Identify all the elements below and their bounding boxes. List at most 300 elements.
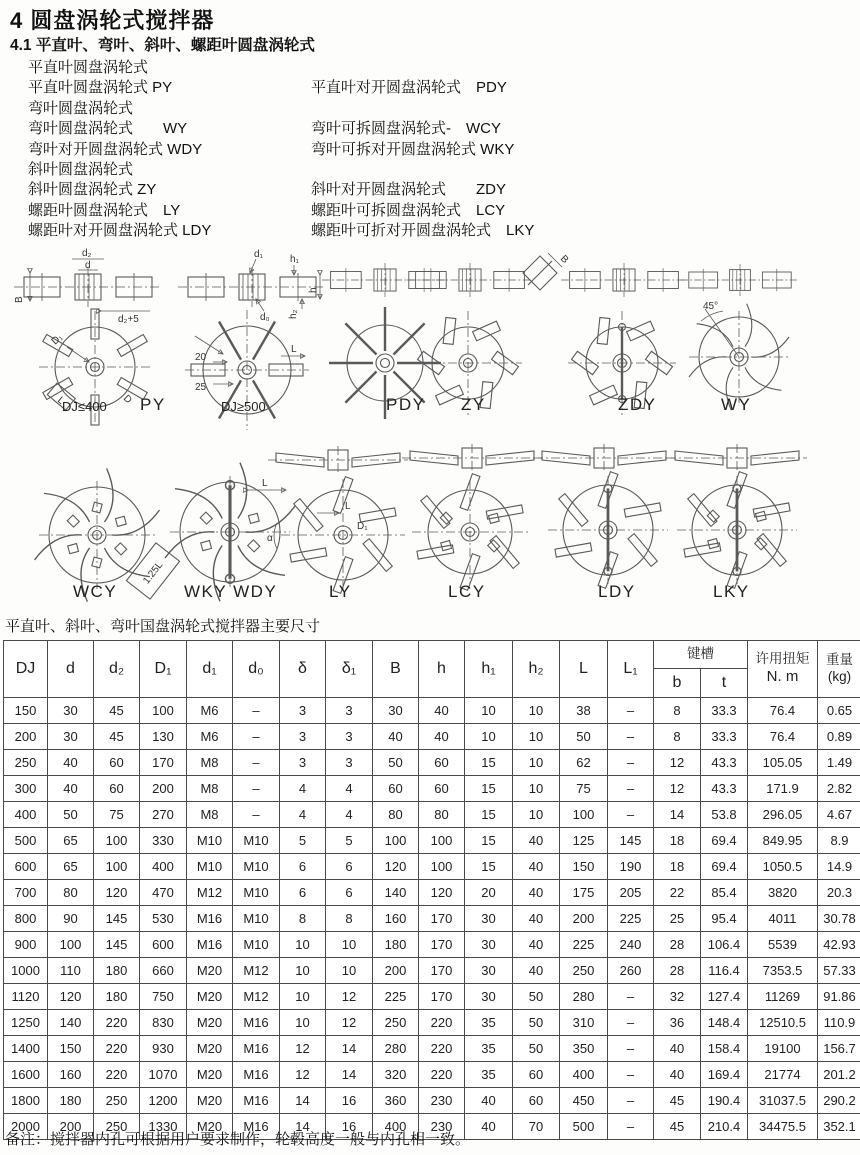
- table-cell: 116.4: [701, 958, 748, 984]
- ldy-side-view-diagram: [534, 444, 674, 472]
- table-cell: 60: [94, 750, 140, 776]
- table-cell: 150: [4, 698, 48, 724]
- lcy-top-view-diagram: [412, 474, 528, 591]
- table-cell: 15: [465, 750, 513, 776]
- table-cell: 330: [140, 828, 187, 854]
- table-cell: 100: [419, 828, 465, 854]
- svg-text:h₂: h₂: [288, 309, 299, 319]
- type-name-right: [311, 56, 648, 76]
- table-cell: 280: [560, 984, 608, 1010]
- table-cell: 50: [513, 1010, 560, 1036]
- col-header-keyway-b: b: [654, 669, 701, 698]
- table-row: [4, 1036, 860, 1062]
- svg-text:h: h: [308, 287, 319, 293]
- table-cell: M16: [233, 1114, 280, 1140]
- table-cell: 6: [326, 854, 373, 880]
- table-cell: 1600: [4, 1062, 48, 1088]
- table-cell: 10: [326, 932, 373, 958]
- svg-text:d₂: d₂: [82, 248, 92, 259]
- col-header: δ₁: [326, 641, 373, 698]
- py-side-view-diagram: [14, 248, 162, 325]
- table-cell: 320: [373, 1062, 419, 1088]
- type-name-left: 螺距叶圆盘涡轮式 LY: [28, 201, 181, 219]
- table-cell: 400: [4, 802, 48, 828]
- table-cell: 240: [608, 932, 654, 958]
- table-cell: 120: [48, 984, 94, 1010]
- table-cell: 6: [326, 880, 373, 906]
- table-cell: 30: [465, 958, 513, 984]
- svg-text:h₁: h₁: [290, 254, 299, 265]
- table-row: [4, 880, 860, 906]
- table-cell: 10: [280, 1010, 326, 1036]
- table-cell: –: [608, 1062, 654, 1088]
- table-cell: 220: [419, 1062, 465, 1088]
- weight-unit: (kg): [827, 669, 852, 684]
- table-cell: 30: [465, 984, 513, 1010]
- diagram-label-wky-wdy: WKY WDY: [184, 582, 278, 601]
- table-cell: 35: [465, 1010, 513, 1036]
- table-cell: 50: [513, 1036, 560, 1062]
- table-cell: –: [608, 1036, 654, 1062]
- table-cell: M16: [233, 1010, 280, 1036]
- table-cell: 14.9: [818, 854, 860, 880]
- table-cell: 500: [4, 828, 48, 854]
- wy-side-view-diagram: [681, 264, 799, 296]
- table-cell: 8: [280, 906, 326, 932]
- diagram-label-ly: LY: [329, 582, 352, 601]
- table-cell: 352.1: [818, 1114, 860, 1140]
- table-cell: 12: [326, 984, 373, 1010]
- table-cell: 160: [48, 1062, 94, 1088]
- table-cell: 40: [513, 906, 560, 932]
- table-cell: 69.4: [701, 828, 748, 854]
- table-cell: 25: [654, 906, 701, 932]
- table-cell: 40: [465, 1114, 513, 1140]
- table-cell: 15: [465, 776, 513, 802]
- table-cell: 15: [465, 802, 513, 828]
- table-cell: 5: [326, 828, 373, 854]
- col-header: d: [48, 641, 94, 698]
- table-cell: 270: [140, 802, 187, 828]
- table-cell: –: [608, 802, 654, 828]
- diagram-label-pdy: PDY: [386, 395, 426, 414]
- table-cell: 8: [326, 906, 373, 932]
- wy-top-view-diagram: [689, 301, 789, 410]
- table-cell: 11269: [748, 984, 818, 1010]
- table-cell: 76.4: [748, 698, 818, 724]
- diagram-label-lky: LKY: [713, 582, 750, 601]
- table-cell: 145: [608, 828, 654, 854]
- table-cell: 53.8: [701, 802, 748, 828]
- table-cell: 45: [654, 1088, 701, 1114]
- wky-wdy-top-view-diagram: [165, 463, 295, 602]
- svg-text:20: 20: [195, 352, 207, 363]
- table-cell: 225: [608, 906, 654, 932]
- page-title: 4 圆盘涡轮式搅拌器: [10, 8, 215, 33]
- table-cell: 10: [280, 984, 326, 1010]
- table-cell: 91.86: [818, 984, 860, 1010]
- table-cell: M20: [187, 984, 233, 1010]
- table-cell: –: [233, 750, 280, 776]
- table-cell: –: [608, 1114, 654, 1140]
- svg-text:L: L: [55, 394, 67, 407]
- table-cell: 0.65: [818, 698, 860, 724]
- table-cell: 300: [4, 776, 48, 802]
- table-cell: 12510.5: [748, 1010, 818, 1036]
- table-cell: 30: [48, 724, 94, 750]
- table-cell: M20: [187, 958, 233, 984]
- table-cell: 22: [654, 880, 701, 906]
- ldy-top-view-diagram: [548, 472, 668, 589]
- table-cell: 1400: [4, 1036, 48, 1062]
- table-cell: 150: [48, 1036, 94, 1062]
- table-cell: 18: [654, 854, 701, 880]
- table-cell: 140: [373, 880, 419, 906]
- table-cell: 296.05: [748, 802, 818, 828]
- table-cell: 100: [94, 854, 140, 880]
- table-cell: 100: [419, 854, 465, 880]
- table-cell: –: [233, 776, 280, 802]
- table-cell: 930: [140, 1036, 187, 1062]
- table-cell: 4011: [748, 906, 818, 932]
- table-cell: M20: [187, 1088, 233, 1114]
- table-cell: 100: [94, 828, 140, 854]
- table-cell: M20: [187, 1010, 233, 1036]
- col-header: DJ: [4, 641, 48, 698]
- table-cell: 60: [419, 776, 465, 802]
- col-header-weight: [818, 641, 860, 698]
- table-cell: 170: [419, 932, 465, 958]
- table-cell: 30: [48, 698, 94, 724]
- table-cell: 40: [654, 1036, 701, 1062]
- table-cell: 76.4: [748, 724, 818, 750]
- diagram-label-lcy: LCY: [448, 582, 486, 601]
- svg-text:B: B: [557, 253, 571, 266]
- type-name-right: [311, 158, 648, 178]
- table-cell: M20: [187, 1036, 233, 1062]
- col-header: L: [560, 641, 608, 698]
- table-cell: 3820: [748, 880, 818, 906]
- table-cell: 50: [513, 984, 560, 1010]
- table-cell: 1800: [4, 1088, 48, 1114]
- table-cell: 450: [560, 1088, 608, 1114]
- table-cell: 75: [560, 776, 608, 802]
- table-cell: 75: [94, 802, 140, 828]
- table-cell: 40: [465, 1088, 513, 1114]
- table-cell: 30: [465, 906, 513, 932]
- section-subtitle: 4.1 平直叶、弯叶、斜叶、螺距叶圆盘涡轮式: [10, 37, 315, 54]
- table-cell: 12: [280, 1062, 326, 1088]
- table-cell: 900: [4, 932, 48, 958]
- table-cell: M10: [233, 828, 280, 854]
- table-cell: 180: [94, 984, 140, 1010]
- table-cell: M16: [187, 906, 233, 932]
- table-cell: 4: [326, 776, 373, 802]
- table-cell: 3: [326, 750, 373, 776]
- diagram-label-dj-ge-500: DJ≥500: [221, 399, 266, 414]
- torque-unit: N. m: [766, 668, 799, 686]
- table-cell: 12: [326, 1010, 373, 1036]
- table-cell: 10: [513, 802, 560, 828]
- table-cell: M16: [233, 1062, 280, 1088]
- zy-blade-detail-diagram: [519, 252, 570, 293]
- table-row: [4, 802, 860, 828]
- table-cell: M10: [187, 854, 233, 880]
- table-cell: 60: [94, 776, 140, 802]
- table-cell: M8: [187, 802, 233, 828]
- table-cell: 120: [94, 880, 140, 906]
- diagram-label-wy: WY: [721, 395, 752, 414]
- table-header: [4, 641, 860, 698]
- table-cell: 127.4: [701, 984, 748, 1010]
- table-cell: –: [233, 802, 280, 828]
- table-cell: 400: [560, 1062, 608, 1088]
- table-cell: 156.7: [818, 1036, 860, 1062]
- table-cell: 35: [465, 1062, 513, 1088]
- table-cell: 69.4: [701, 854, 748, 880]
- table-cell: 220: [94, 1062, 140, 1088]
- type-list-row: [28, 158, 648, 178]
- table-cell: 40: [48, 776, 94, 802]
- table-cell: 700: [4, 880, 48, 906]
- table-cell: 14: [326, 1036, 373, 1062]
- table-cell: 4.67: [818, 802, 860, 828]
- type-name-right: 弯叶可拆圆盘涡轮式- WCY: [311, 120, 501, 138]
- table-cell: 1120: [4, 984, 48, 1010]
- table-cell: 171.9: [748, 776, 818, 802]
- table-cell: 170: [419, 958, 465, 984]
- type-name-right: 弯叶可拆对开圆盘涡轮式 WKY: [311, 140, 515, 158]
- type-name-left: 斜叶圆盘涡轮式: [28, 160, 134, 178]
- table-cell: 3: [280, 724, 326, 750]
- table-cell: 175: [560, 880, 608, 906]
- table-cell: 80: [419, 802, 465, 828]
- type-name-left: 斜叶圆盘涡轮式 ZY: [28, 181, 157, 199]
- svg-text:25: 25: [195, 382, 207, 393]
- table-cell: 40: [513, 880, 560, 906]
- table-cell: 28: [654, 958, 701, 984]
- table-cell: 106.4: [701, 932, 748, 958]
- table-cell: 120: [419, 880, 465, 906]
- table-cell: 170: [140, 750, 187, 776]
- table-cell: –: [608, 1010, 654, 1036]
- table-cell: 14: [326, 1062, 373, 1088]
- table-cell: 57.33: [818, 958, 860, 984]
- svg-text:D₁: D₁: [49, 331, 65, 348]
- table-cell: 10: [465, 724, 513, 750]
- table-cell: 250: [94, 1114, 140, 1140]
- table-cell: 60: [373, 776, 419, 802]
- table-cell: 100: [140, 698, 187, 724]
- table-cell: 225: [373, 984, 419, 1010]
- table-cell: 8: [654, 724, 701, 750]
- table-cell: 169.4: [701, 1062, 748, 1088]
- table-cell: 200: [48, 1114, 94, 1140]
- table-cell: –: [233, 724, 280, 750]
- table-cell: 4: [326, 802, 373, 828]
- table-cell: 205: [608, 880, 654, 906]
- svg-text:d₁: d₁: [254, 249, 263, 260]
- type-list-row: [28, 199, 648, 219]
- type-name-left: 弯叶圆盘涡轮式: [28, 99, 134, 117]
- table-cell: 42.93: [818, 932, 860, 958]
- table-row: [4, 1062, 860, 1088]
- table-cell: 10: [326, 958, 373, 984]
- table-row: [4, 906, 860, 932]
- table-cell: 10: [280, 958, 326, 984]
- table-cell: 6: [280, 854, 326, 880]
- table-cell: 600: [4, 854, 48, 880]
- col-header: h: [419, 641, 465, 698]
- table-cell: 33.3: [701, 724, 748, 750]
- svg-text:D: D: [120, 393, 134, 407]
- table-cell: 1250: [4, 1010, 48, 1036]
- col-header: D₁: [140, 641, 187, 698]
- col-header: B: [373, 641, 419, 698]
- table-cell: 150: [560, 854, 608, 880]
- table-cell: 600: [140, 932, 187, 958]
- dimension-table-wrap: [3, 640, 860, 1140]
- table-cell: 100: [560, 802, 608, 828]
- table-cell: 80: [48, 880, 94, 906]
- table-cell: 4: [280, 802, 326, 828]
- col-header-torque: [748, 641, 818, 698]
- table-cell: 10: [513, 698, 560, 724]
- table-cell: M12: [233, 984, 280, 1010]
- diagram-label-zdy: ZDY: [618, 395, 657, 414]
- table-cell: M16: [233, 1036, 280, 1062]
- table-cell: M12: [187, 880, 233, 906]
- table-cell: 160: [373, 906, 419, 932]
- table-cell: –: [233, 698, 280, 724]
- table-cell: 310: [560, 1010, 608, 1036]
- type-list-row: [28, 97, 648, 117]
- table-cell: 32: [654, 984, 701, 1010]
- weight-label: 重量: [826, 652, 853, 668]
- table-cell: 470: [140, 880, 187, 906]
- type-list-row: [28, 117, 648, 137]
- table-cell: 140: [48, 1010, 94, 1036]
- table-cell: 6: [280, 880, 326, 906]
- table-cell: 18: [654, 828, 701, 854]
- table-cell: 200: [373, 958, 419, 984]
- table-cell: 12: [280, 1036, 326, 1062]
- table-cell: 28: [654, 932, 701, 958]
- ly-side-view-diagram: [268, 446, 408, 474]
- table-cell: 830: [140, 1010, 187, 1036]
- table-cell: 1070: [140, 1062, 187, 1088]
- col-header: h₁: [465, 641, 513, 698]
- table-cell: 43.3: [701, 750, 748, 776]
- table-cell: 220: [419, 1010, 465, 1036]
- table-cell: 200: [140, 776, 187, 802]
- table-cell: 40: [419, 698, 465, 724]
- table-cell: 145: [94, 906, 140, 932]
- table-cell: 60: [513, 1062, 560, 1088]
- type-list-row: [28, 76, 648, 96]
- table-cell: –: [608, 750, 654, 776]
- table-row: [4, 776, 860, 802]
- table-cell: 38: [560, 698, 608, 724]
- table-cell: 250: [4, 750, 48, 776]
- col-header: L₁: [608, 641, 654, 698]
- table-cell: M16: [187, 932, 233, 958]
- table-cell: M6: [187, 698, 233, 724]
- type-name-right: 斜叶对开圆盘涡轮式 ZDY: [311, 181, 507, 199]
- type-name-left: 平直叶圆盘涡轮式: [28, 59, 149, 76]
- table-cell: 14: [280, 1114, 326, 1140]
- lcy-side-view-diagram: [402, 444, 542, 472]
- table-cell: 280: [373, 1036, 419, 1062]
- table-cell: 3: [280, 750, 326, 776]
- table-cell: 85.4: [701, 880, 748, 906]
- diagram-label-py: PY: [140, 395, 166, 414]
- table-cell: 100: [373, 828, 419, 854]
- table-cell: 800: [4, 906, 48, 932]
- table-cell: 34475.5: [748, 1114, 818, 1140]
- type-list: [28, 56, 648, 240]
- table-cell: 10: [280, 932, 326, 958]
- table-cell: 21774: [748, 1062, 818, 1088]
- table-cell: M10: [233, 854, 280, 880]
- table-cell: 201.2: [818, 1062, 860, 1088]
- table-cell: 1000: [4, 958, 48, 984]
- table-cell: M10: [233, 880, 280, 906]
- table-cell: 36: [654, 1010, 701, 1036]
- table-cell: 40: [513, 958, 560, 984]
- table-cell: 660: [140, 958, 187, 984]
- table-row: [4, 932, 860, 958]
- table-cell: 290.2: [818, 1088, 860, 1114]
- svg-text:d: d: [85, 260, 91, 271]
- table-cell: 19100: [748, 1036, 818, 1062]
- col-header: d₂: [94, 641, 140, 698]
- table-cell: 1050.5: [748, 854, 818, 880]
- diagram-label-ldy: LDY: [598, 582, 636, 601]
- table-caption: 平直叶、斜叶、弯叶国盘涡轮式搅拌器主要尺寸: [5, 618, 321, 635]
- table-cell: 210.4: [701, 1114, 748, 1140]
- table-cell: 60: [513, 1088, 560, 1114]
- table-cell: 530: [140, 906, 187, 932]
- dimension-table-body: [4, 698, 860, 1140]
- table-cell: 1200: [140, 1088, 187, 1114]
- table-cell: 750: [140, 984, 187, 1010]
- table-cell: 849.95: [748, 828, 818, 854]
- table-cell: 400: [373, 1114, 419, 1140]
- table-row: [4, 1010, 860, 1036]
- table-cell: 80: [373, 802, 419, 828]
- table-cell: M10: [233, 932, 280, 958]
- table-cell: 8.9: [818, 828, 860, 854]
- diagram-label-wcy: WCY: [73, 582, 118, 601]
- col-header: d₀: [233, 641, 280, 698]
- torque-label: 许用扭矩: [755, 651, 810, 667]
- table-cell: 5539: [748, 932, 818, 958]
- table-cell: 230: [419, 1114, 465, 1140]
- table-cell: M8: [187, 750, 233, 776]
- ly-top-view-diagram: [267, 477, 405, 594]
- type-name-right: 螺距叶可拆圆盘涡轮式 LCY: [311, 201, 506, 219]
- table-cell: 14: [280, 1088, 326, 1114]
- type-name-left: 弯叶圆盘涡轮式 WY: [28, 120, 188, 138]
- table-cell: M10: [233, 906, 280, 932]
- table-cell: 40: [654, 1062, 701, 1088]
- table-cell: 400: [140, 854, 187, 880]
- table-row: [4, 958, 860, 984]
- table-cell: 16: [326, 1088, 373, 1114]
- table-cell: 170: [419, 984, 465, 1010]
- svg-text:1.25L: 1.25L: [141, 559, 166, 587]
